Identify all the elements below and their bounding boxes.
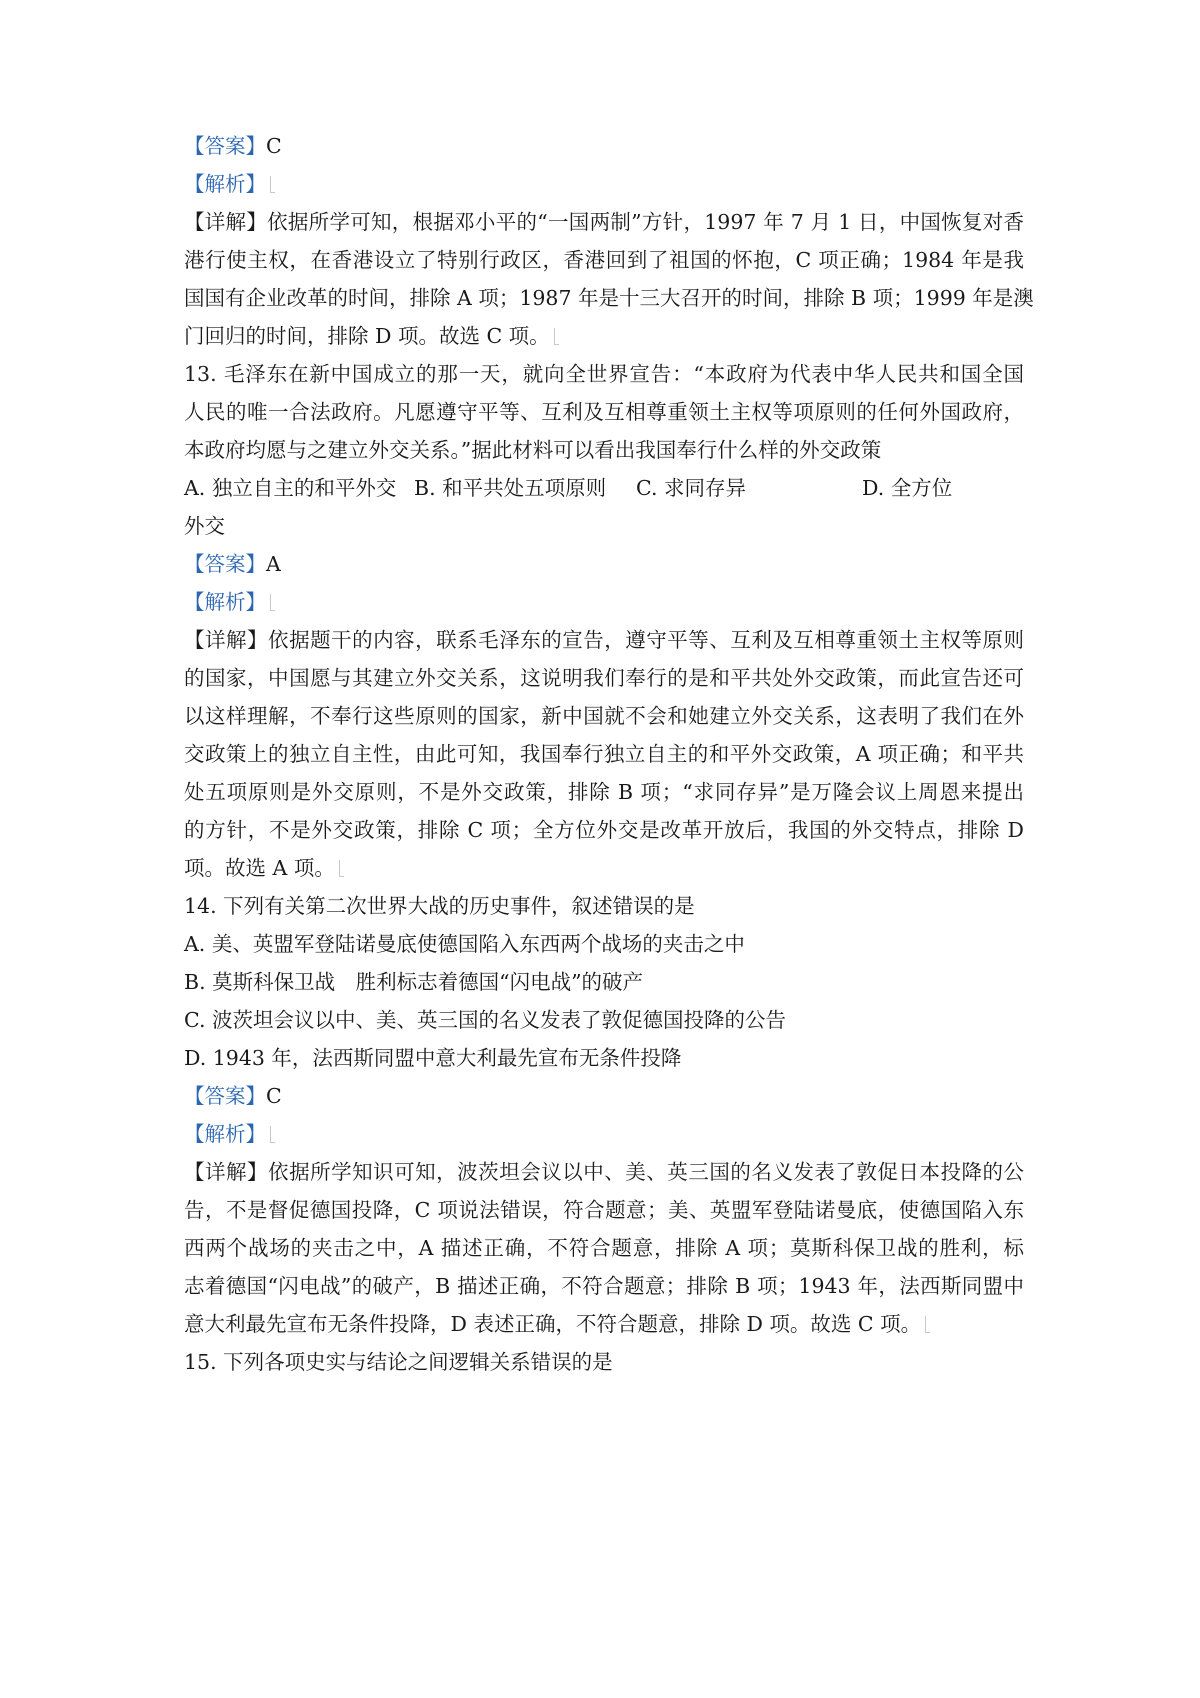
q14-option-a: A. 美、英盟军登陆诺曼底使德国陷入东西两个战场的夹击之中 — [184, 932, 745, 956]
paragraph-mark-icon — [270, 594, 275, 611]
q13-stem-line: 本政府均愿与之建立外交关系。”据此材料可以看出我国奉行什么样的外交政策 — [184, 438, 882, 462]
q13-option-d: D. 全方位 — [862, 476, 953, 500]
q14-option-b: B. 莫斯科保卫战 胜利标志着德国“闪电战”的破产 — [184, 970, 644, 994]
q13-option-b: B. 和平共处五项原则 — [414, 476, 607, 500]
answer-value: C — [266, 1084, 282, 1108]
q13-stem-line: 人民的唯一合法政府。凡愿遵守平等、互利及互相尊重领土主权等项原则的任何外国政府， — [184, 400, 1024, 424]
q13-option-a: A. 独立自主的和平外交 — [184, 476, 397, 500]
q13-detail-line-last — [184, 852, 1024, 884]
q13-option-c: C. 求同存异 — [636, 476, 746, 500]
q13-detail-line: 以这样理解，不奉行这些原则的国家，新中国就不会和她建立外交关系，这表明了我们在外 — [184, 704, 1024, 728]
answer-tag: 【答案】 — [184, 552, 266, 576]
paragraph-mark-icon — [270, 1126, 275, 1143]
q13-detail-text: 项。故选 A 项。 — [184, 856, 335, 880]
q14-option-d: D. 1943 年，法西斯同盟中意大利最先宣布无条件投降 — [184, 1046, 682, 1070]
q14-detail-line: 西两个战场的夹击之中，A 描述正确，不符合题意，排除 A 项；莫斯科保卫战的胜利，标 — [184, 1236, 1024, 1260]
q12-detail-line-last — [184, 320, 1024, 352]
answer-tag: 【答案】 — [184, 134, 266, 158]
q15-stem: 15. 下列各项史实与结论之间逻辑关系错误的是 — [184, 1350, 613, 1374]
paragraph-mark-icon — [554, 328, 559, 345]
q14-stem: 14. 下列有关第二次世界大战的历史事件，叙述错误的是 — [184, 894, 695, 918]
paragraph-mark-icon — [339, 860, 344, 877]
q14-detail-line: 志着德国“闪电战”的破产，B 描述正确，不符合题意；排除 B 项；1943 年，法西斯同盟中 — [184, 1274, 1024, 1298]
q13-options-row — [184, 472, 1024, 504]
analysis-tag: 【解析】 — [184, 590, 266, 614]
q13-detail-line: 的方针，不是外交政策，排除 C 项；全方位外交是改革开放后，我国的外交特点，排除 D — [184, 818, 1024, 842]
q12-analysis — [184, 168, 1024, 200]
answer-value: A — [266, 552, 281, 576]
q12-detail-line: 国国有企业改革的时间，排除 A 项；1987 年是十三大召开的时间，排除 B 项；1999 年是澳 — [184, 286, 1034, 310]
q14-detail-line: 【详解】依据所学知识可知，波茨坦会议以中、美、英三国的名义发表了敦促日本投降的公 — [184, 1160, 1024, 1184]
q12-detail-text: 门回归的时间，排除 D 项。故选 C 项。 — [184, 324, 550, 348]
q14-option-c: C. 波茨坦会议以中、美、英三国的名义发表了敦促德国投降的公告 — [184, 1008, 786, 1032]
paragraph-mark-icon — [270, 176, 275, 193]
q12-detail-line: 【详解】依据所学可知，根据邓小平的“一国两制”方针，1997 年 7 月 1 日，中国恢复对香 — [184, 210, 1024, 234]
paragraph-mark-icon — [925, 1316, 930, 1333]
q13-option-d-wrap: 外交 — [184, 514, 225, 538]
q13-detail-line: 交政策上的独立自主性，由此可知，我国奉行独立自主的和平外交政策，A 项正确；和平共 — [184, 742, 1024, 766]
answer-tag: 【答案】 — [184, 1084, 266, 1108]
q12-answer — [184, 130, 1024, 162]
q13-analysis — [184, 586, 1024, 618]
q12-detail-line: 港行使主权，在香港设立了特别行政区，香港回到了祖国的怀抱，C 项正确；1984 年是我 — [184, 248, 1024, 272]
q13-stem-line: 13. 毛泽东在新中国成立的那一天，就向全世界宣告：“本政府为代表中华人民共和国全国 — [184, 362, 1024, 386]
q13-detail-line: 处五项原则是外交原则，不是外交政策，排除 B 项；“求同存异”是万隆会议上周恩来提出 — [184, 780, 1024, 804]
q14-detail-line: 告，不是督促德国投降，C 项说法错误，符合题意；美、英盟军登陆诺曼底，使德国陷入东 — [184, 1198, 1024, 1222]
q14-detail-text: 意大利最先宣布无条件投降，D 表述正确，不符合题意，排除 D 项。故选 C 项。 — [184, 1312, 922, 1336]
q14-detail-line-last — [184, 1308, 1024, 1340]
q14-analysis — [184, 1118, 1024, 1150]
q13-detail-line: 【详解】依据题干的内容，联系毛泽东的宣告，遵守平等、互利及互相尊重领土主权等原则 — [184, 628, 1024, 652]
answer-value: C — [266, 134, 282, 158]
analysis-tag: 【解析】 — [184, 1122, 266, 1146]
q13-detail-line: 的国家，中国愿与其建立外交关系，这说明我们奉行的是和平共处外交政策，而此宣告还可 — [184, 666, 1024, 690]
q13-answer — [184, 548, 1024, 580]
analysis-tag: 【解析】 — [184, 172, 266, 196]
q14-answer — [184, 1080, 1024, 1112]
